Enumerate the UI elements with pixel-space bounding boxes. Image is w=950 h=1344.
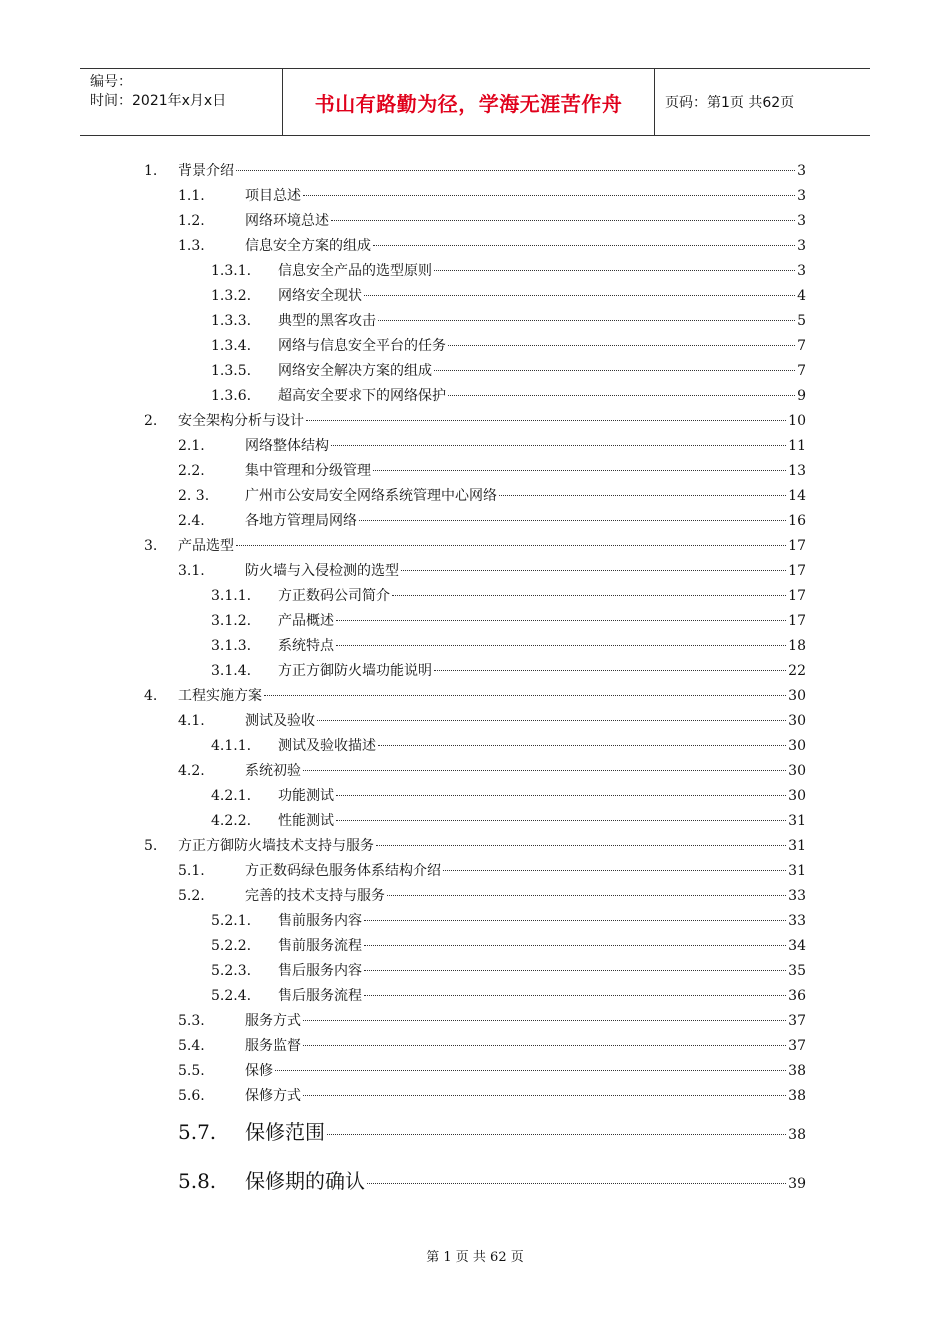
toc-entry[interactable]: 3.1.4. 方正方御防火墙功能说明 22 <box>211 663 806 679</box>
toc-entry[interactable]: 4.2.1. 功能测试 30 <box>211 788 806 804</box>
toc-entry[interactable]: 5.3. 服务方式 37 <box>178 1013 806 1029</box>
page-header <box>80 68 870 136</box>
toc-entry[interactable]: 4.2. 系统初验 30 <box>178 763 806 779</box>
toc-entry[interactable]: 1.3. 信息安全方案的组成 3 <box>178 238 806 254</box>
toc-entry[interactable]: 3.1.1. 方正数码公司简介 17 <box>211 588 806 604</box>
toc-entry[interactable]: 4.2.2. 性能测试 31 <box>211 813 806 829</box>
toc-entry[interactable]: 5.1. 方正数码绿色服务体系结构介绍 31 <box>178 863 806 879</box>
serial-label: 编号： <box>90 74 132 90</box>
toc-entry[interactable]: 5. 方正方御防火墙技术支持与服务 31 <box>144 838 806 854</box>
toc-entry[interactable]: 2.2. 集中管理和分级管理 13 <box>178 463 806 479</box>
toc-entry[interactable]: 3.1.3. 系统特点 18 <box>211 638 806 654</box>
toc-entry[interactable]: 5.6. 保修方式 38 <box>178 1088 806 1104</box>
toc-entry[interactable]: 5.7. 保修范围 38 <box>178 1120 806 1144</box>
toc-entry[interactable]: 3. 产品选型 17 <box>144 538 806 554</box>
page-footer: 第 1 页 共 62 页 <box>426 1250 524 1265</box>
toc-entry[interactable]: 5.4. 服务监督 37 <box>178 1038 806 1054</box>
toc-entry[interactable]: 1.3.2. 网络安全现状 4 <box>211 288 806 304</box>
toc-entry[interactable]: 1.3.1. 信息安全产品的选型原则 3 <box>211 263 806 279</box>
toc-entry[interactable]: 3.1.2. 产品概述 17 <box>211 613 806 629</box>
toc-entry[interactable]: 2. 3. 广州市公安局安全网络系统管理中心网络 14 <box>178 488 806 504</box>
toc-entry[interactable]: 1.3.5. 网络安全解决方案的组成 7 <box>211 363 806 379</box>
toc-entry[interactable]: 1.2. 网络环境总述 3 <box>178 213 806 229</box>
toc-entry[interactable]: 3.1. 防火墙与入侵检测的选型 17 <box>178 563 806 579</box>
toc-entry[interactable]: 4. 工程实施方案 30 <box>144 688 806 704</box>
toc-entry[interactable]: 2. 安全架构分析与设计 10 <box>144 413 806 429</box>
toc-entry[interactable]: 1.1. 项目总述 3 <box>178 188 806 204</box>
toc-entry[interactable]: 4.1. 测试及验收 30 <box>178 713 806 729</box>
toc-entry[interactable]: 2.1. 网络整体结构 11 <box>178 438 806 454</box>
header-left-cell <box>80 69 282 135</box>
toc-entry[interactable]: 1.3.3. 典型的黑客攻击 5 <box>211 313 806 329</box>
header-page-label: 页码：第1页 共62页 <box>665 95 795 111</box>
toc-entry[interactable]: 5.2.4. 售后服务流程 36 <box>211 988 806 1004</box>
toc-entry[interactable]: 2.4. 各地方管理局网络 16 <box>178 513 806 529</box>
toc-entry[interactable]: 1.3.6. 超高安全要求下的网络保护 9 <box>211 388 806 404</box>
toc-entry[interactable]: 5.8. 保修期的确认 39 <box>178 1169 806 1193</box>
header-motto: 书山有路勤为径，学海无涯苦作舟 <box>282 69 655 135</box>
toc-entry[interactable]: 5.2.2. 售前服务流程 34 <box>211 938 806 954</box>
toc-entry[interactable]: 5.2.3. 售后服务内容 35 <box>211 963 806 979</box>
toc-entry[interactable]: 5.2.1. 售前服务内容 33 <box>211 913 806 929</box>
toc-entry[interactable]: 5.5. 保修 38 <box>178 1063 806 1079</box>
toc-entry[interactable]: 4.1.1. 测试及验收描述 30 <box>211 738 806 754</box>
toc-entry[interactable]: 1. 背景介绍 3 <box>144 163 806 179</box>
time-label: 时间：2021年x月x日 <box>90 93 227 109</box>
toc-entry[interactable]: 5.2. 完善的技术支持与服务 33 <box>178 888 806 904</box>
toc-entry[interactable]: 1.3.4. 网络与信息安全平台的任务 7 <box>211 338 806 354</box>
